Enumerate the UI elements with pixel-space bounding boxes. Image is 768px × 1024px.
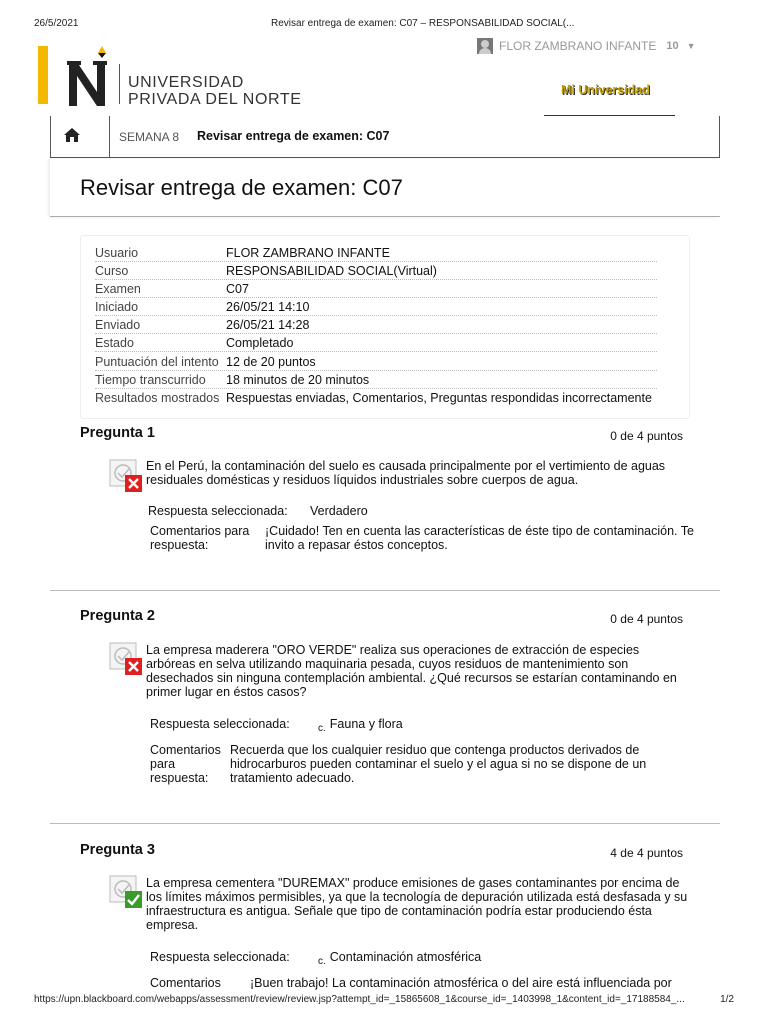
summary-value: 26/05/21 14:28 xyxy=(226,318,310,332)
user-name: FLOR ZAMBRANO INFANTE xyxy=(499,39,657,53)
incorrect-answer-icon xyxy=(108,641,144,677)
summary-label: Enviado xyxy=(95,318,141,332)
selected-answer xyxy=(318,717,403,733)
feedback-comment: Recuerda que los cualquier residuo que contenga productos derivados de hidrocarburos pueden contaminar el suelo y el agua si no se dispone de un tratamiento adecuado. xyxy=(230,743,647,785)
selected-answer: Verdadero xyxy=(310,504,368,518)
incorrect-answer-icon xyxy=(108,458,144,494)
question-title: Pregunta 2 xyxy=(80,608,155,624)
print-url: https://upn.blackboard.com/webapps/assessment/review/review.jsp?attempt_id=_15865608_1&course_id=_1403998_1&content_id=_17188584_... xyxy=(34,994,685,1005)
summary-label: Examen xyxy=(95,282,141,296)
summary-row xyxy=(95,316,657,334)
question-points: 0 de 4 puntos xyxy=(610,429,683,443)
summary-row xyxy=(95,298,657,316)
comment-label-line: para xyxy=(150,757,176,771)
question-title: Pregunta 3 xyxy=(80,842,155,858)
feedback-comment: ¡Buen trabajo! La contaminación atmosférica o del aire está influenciada por xyxy=(250,976,672,990)
question-divider xyxy=(50,590,720,591)
question-title: Pregunta 1 xyxy=(80,425,155,441)
answer-label: Respuesta seleccionada: xyxy=(148,504,288,518)
answer-text: Fauna y flora xyxy=(329,717,403,731)
print-title: Revisar entrega de examen: C07 – RESPONSABILIDAD SOCIAL(... xyxy=(271,18,575,29)
comment-label-line: Comentarios para xyxy=(150,524,250,538)
question-text: La empresa cementera "DUREMAX" produce emisiones de gases contaminantes por encima de los límites máximos permisibles, ya que la tecnología de depuración utilizada está desfasada y su infraestructura es antigua. Señale que tipo de contaminación podría estar produciendo ésta empresa. xyxy=(146,876,688,932)
comment-label-line: respuesta: xyxy=(150,538,209,552)
university-name xyxy=(128,74,302,108)
question-text: En el Perú, la contaminación del suelo es causada principalmente por el vertimiento de aguas residuales domésticas y residuos líquidos industriales sobre cuerpos de agua. xyxy=(146,459,666,487)
summary-value: RESPONSABILIDAD SOCIAL(Virtual) xyxy=(226,264,437,278)
question-text: La empresa maderera "ORO VERDE" realiza sus operaciones de extracción de especies arbóreas en selva utilizando maquinaria pesada, cuyos residuos de mantenimiento son desechados sin ninguna contemplación ambiental. ¿Qué recursos se estarían contaminando en primer lugar en éstos casos? xyxy=(146,643,677,699)
feedback-comment: ¡Cuidado! Ten en cuenta las características de éste tipo de contaminación. Te invito a repasar éstos conceptos. xyxy=(265,524,694,552)
attempt-summary xyxy=(80,235,690,419)
breadcrumb xyxy=(50,116,720,158)
summary-value: 12 de 20 puntos xyxy=(226,355,316,369)
print-date: 26/5/2021 xyxy=(34,18,79,29)
question-points: 0 de 4 puntos xyxy=(610,612,683,626)
university-name-line1: UNIVERSIDAD xyxy=(128,74,244,91)
mi-universidad-link[interactable]: Mi Universidad xyxy=(561,83,650,97)
page-title-container xyxy=(50,159,720,217)
avatar xyxy=(477,38,493,54)
logo-accent-bar xyxy=(38,46,48,104)
summary-label: Curso xyxy=(95,264,129,278)
breadcrumb-current: Revisar entrega de examen: C07 xyxy=(197,129,390,143)
summary-label: Iniciado xyxy=(95,300,139,314)
home-icon xyxy=(63,127,81,143)
summary-row xyxy=(95,334,657,352)
upn-logo-icon[interactable] xyxy=(65,44,113,108)
user-menu[interactable] xyxy=(477,38,696,54)
answer-text: Contaminación atmosférica xyxy=(329,950,482,964)
summary-value: C07 xyxy=(226,282,249,296)
summary-value: Respuestas enviadas, Comentarios, Preguntas respondidas incorrectamente xyxy=(226,391,652,405)
summary-value: FLOR ZAMBRANO INFANTE xyxy=(226,246,390,260)
summary-row xyxy=(95,371,657,389)
chevron-down-icon[interactable]: ▼ xyxy=(686,41,696,51)
answer-option-letter: c. xyxy=(318,723,326,734)
summary-row xyxy=(95,262,657,280)
answer-label: Respuesta seleccionada: xyxy=(150,950,290,964)
comment-label-line: Comentarios xyxy=(150,743,221,757)
summary-row xyxy=(95,389,657,407)
summary-row xyxy=(95,353,657,371)
summary-label: Estado xyxy=(95,336,134,350)
comment-label: Comentarios xyxy=(150,976,221,990)
comment-label xyxy=(150,524,249,552)
print-page-number: 1/2 xyxy=(720,994,734,1005)
answer-option-letter: c. xyxy=(318,956,326,967)
comment-label xyxy=(150,743,221,785)
summary-label: Usuario xyxy=(95,246,139,260)
question-points: 4 de 4 puntos xyxy=(610,846,683,860)
summary-label: Puntuación del intento xyxy=(95,355,219,369)
question-divider xyxy=(50,823,720,824)
summary-label: Resultados mostrados xyxy=(95,391,220,405)
comment-label-line: respuesta: xyxy=(150,771,209,785)
logo-divider xyxy=(119,64,120,104)
notification-count: 10 xyxy=(666,40,679,52)
summary-row xyxy=(95,244,657,262)
university-name-line2: PRIVADA DEL NORTE xyxy=(128,91,302,108)
summary-value: 18 minutos de 20 minutos xyxy=(226,373,370,387)
summary-row xyxy=(95,280,657,298)
selected-answer xyxy=(318,950,481,966)
summary-value: 26/05/21 14:10 xyxy=(226,300,310,314)
home-button[interactable] xyxy=(51,116,110,157)
summary-label: Tiempo transcurrido xyxy=(95,373,206,387)
page-title: Revisar entrega de examen: C07 xyxy=(80,175,403,200)
correct-answer-icon xyxy=(108,874,144,910)
summary-value: Completado xyxy=(226,336,294,350)
breadcrumb-week[interactable]: SEMANA 8 xyxy=(119,130,180,144)
answer-label: Respuesta seleccionada: xyxy=(150,717,290,731)
